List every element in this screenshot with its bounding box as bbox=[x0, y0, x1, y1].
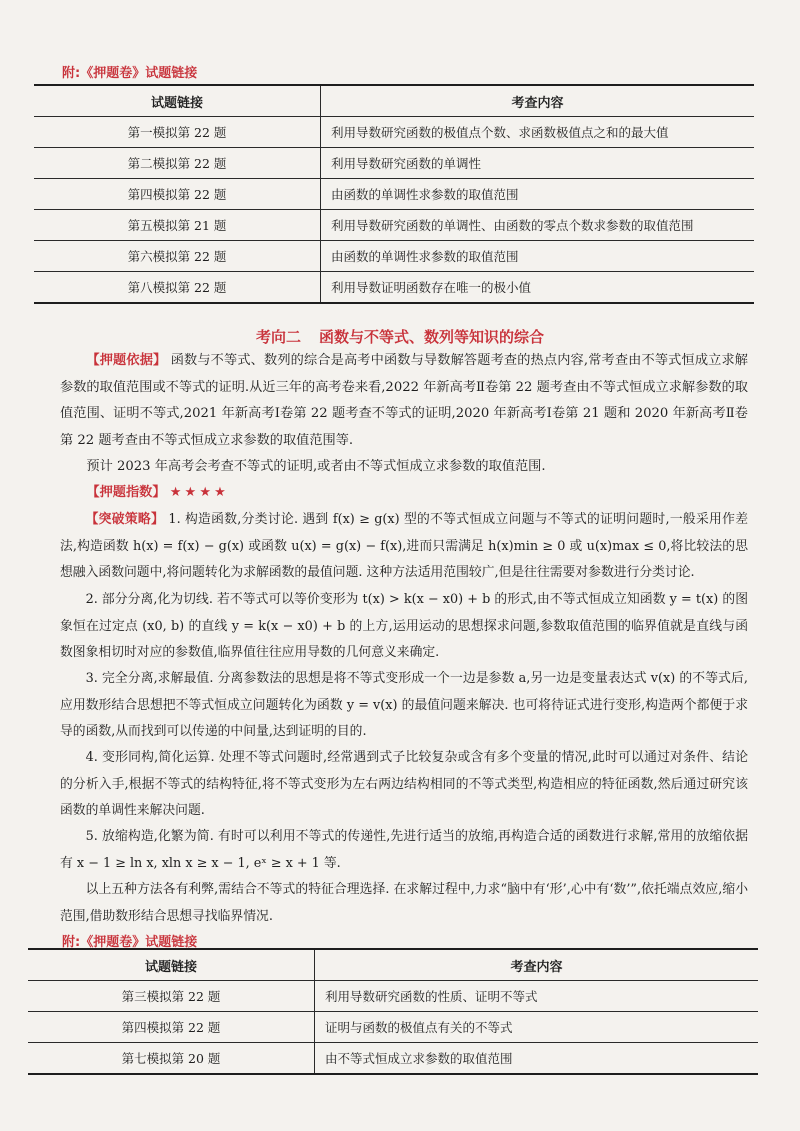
strategy-tag: 【突破策略】 bbox=[85, 512, 165, 527]
table-row bbox=[28, 1043, 758, 1075]
question-content: 利用导数研究函数的性质、证明不等式 bbox=[315, 981, 759, 1012]
strategy-item-2: 2. 部分分离,化为切线. 若不等式可以等价变形为 t(x) > k(x − x0) + b 的形式,由不等式恒成立知函数 y = t(x) 的图象恒在过定点 (x0, b) 的直线 y = k(x − x0) + b 的上方,运用运动的思想探求问题,参数取值范围的临界值就是直线与函数图象相切时对应的参数值,临界值往往应用导数的几何意义来确定. bbox=[60, 592, 748, 660]
basis-text: 函数与不等式、数列的综合是高考中函数与导数解答题考查的热点内容,常考查由不等式恒成立求解参数的取值范围或不等式的证明.从近三年的高考卷来看,2022 年新高考Ⅱ卷第 22 题考查由不等式恒成立求解参数的取值范围、证明不等式,2021 年新高考Ⅰ卷第 22 题考查不等式的证明,2020 年新高考Ⅰ卷第 21 题和 2020 年新高考Ⅱ卷第 22 题考查由不等式恒成立求参数的取值范围等. bbox=[60, 353, 748, 448]
table-header-row bbox=[28, 949, 758, 981]
strategy-item-1 bbox=[60, 507, 748, 587]
question-content: 利用导数研究函数的极值点个数、求函数极值点之和的最大值 bbox=[321, 117, 755, 148]
strategy-text: 1. 构造函数,分类讨论. 遇到 f(x) ≥ g(x) 型的不等式恒成立问题与不等式的证明问题时,一般采用作差法,构造函数 h(x) = f(x) − g(x) 或函数 u(x) = g(x) − f(x),进而只需满足 h(x)min ≥ 0 或 u(x)max ≤ 0,将比较法的思想融入函数问题中,将问题转化为求解函数的最值问题. 这种方法适用范围较广,但是往往需要对参数进行分类讨论. bbox=[60, 512, 749, 580]
section-number: 考向二 bbox=[255, 328, 301, 346]
index-paragraph bbox=[60, 480, 748, 507]
table-row bbox=[34, 148, 754, 179]
table-row bbox=[34, 241, 754, 272]
basis-tag: 【押题依据】 bbox=[86, 353, 167, 368]
strategy-item-3: 3. 完全分离,求解最值. 分离参数法的思想是将不等式变形成一个一边是参数 a,另一边是变量表达式 v(x) 的不等式后,应用数形结合思想把不等式恒成立问题转化为函数 y = v(x) 的最值问题来解决. 也可将待证式进行变形,构造两个都便于求导的函数,从而找到可以传递的中间量,达到证明的目的. bbox=[60, 671, 748, 739]
table-row bbox=[28, 981, 758, 1012]
question-link-table-1 bbox=[34, 84, 754, 304]
header-content: 考查内容 bbox=[321, 85, 755, 117]
header-content: 考查内容 bbox=[315, 949, 759, 981]
header-question-link: 试题链接 bbox=[34, 85, 321, 117]
table-row bbox=[34, 210, 754, 241]
strategy-item-5: 5. 放缩构造,化繁为简. 有时可以利用不等式的传递性,先进行适当的放缩,再构造合适的函数进行求解,常用的放缩依据有 x − 1 ≥ ln x, xln x ≥ x − 1, eˣ ≥ x + 1 等. bbox=[60, 829, 748, 871]
question-ref: 第四模拟第 22 题 bbox=[28, 1012, 315, 1043]
question-ref: 第八模拟第 22 题 bbox=[34, 272, 321, 304]
question-content: 由不等式恒成立求参数的取值范围 bbox=[315, 1043, 759, 1075]
header-question-link: 试题链接 bbox=[28, 949, 315, 981]
table-row bbox=[34, 117, 754, 148]
table-row bbox=[28, 1012, 758, 1043]
section-heading bbox=[0, 326, 800, 347]
table-header-row bbox=[34, 85, 754, 117]
question-content: 利用导数证明函数存在唯一的极小值 bbox=[321, 272, 755, 304]
strategy-summary: 以上五种方法各有利弊,需结合不等式的特征合理选择. 在求解过程中,力求“脑中有‘形’,心中有‘数’”,依托端点效应,缩小范围,借助数形结合思想寻找临界情况. bbox=[60, 882, 748, 924]
question-content: 证明与函数的极值点有关的不等式 bbox=[315, 1012, 759, 1043]
question-ref: 第七模拟第 20 题 bbox=[28, 1043, 315, 1075]
question-ref: 第六模拟第 22 题 bbox=[34, 241, 321, 272]
forecast-paragraph: 预计 2023 年高考会考查不等式的证明,或者由不等式恒成立求参数的取值范围. bbox=[86, 459, 546, 474]
question-content: 利用导数研究函数的单调性 bbox=[321, 148, 755, 179]
question-link-table-2 bbox=[28, 948, 758, 1075]
question-content: 由函数的单调性求参数的取值范围 bbox=[321, 241, 755, 272]
question-content: 利用导数研究函数的单调性、由函数的零点个数求参数的取值范围 bbox=[321, 210, 755, 241]
basis-paragraph bbox=[60, 348, 748, 454]
table-row bbox=[34, 272, 754, 304]
question-ref: 第二模拟第 22 题 bbox=[34, 148, 321, 179]
table2-title: 附:《押题卷》试题链接 bbox=[62, 935, 198, 950]
question-ref: 第三模拟第 22 题 bbox=[28, 981, 315, 1012]
table1-title: 附:《押题卷》试题链接 bbox=[62, 66, 198, 81]
question-content: 由函数的单调性求参数的取值范围 bbox=[321, 179, 755, 210]
table-row bbox=[34, 179, 754, 210]
section-title: 函数与不等式、数列等知识的综合 bbox=[319, 328, 545, 346]
question-ref: 第一模拟第 22 题 bbox=[34, 117, 321, 148]
strategy-item-4: 4. 变形同构,简化运算. 处理不等式问题时,经常遇到式子比较复杂或含有多个变量的情况,此时可以通过对条件、结论的分析入手,根据不等式的结构特征,将不等式变形为左右两边结构相同的不等式类型,构造相应的特征函数,然后通过研究该函数的单调性来解决问题. bbox=[60, 750, 748, 818]
question-ref: 第五模拟第 21 题 bbox=[34, 210, 321, 241]
question-ref: 第四模拟第 22 题 bbox=[34, 179, 321, 210]
index-tag: 【押题指数】 bbox=[86, 485, 166, 500]
stars-rating: ★★★★ bbox=[169, 485, 230, 500]
